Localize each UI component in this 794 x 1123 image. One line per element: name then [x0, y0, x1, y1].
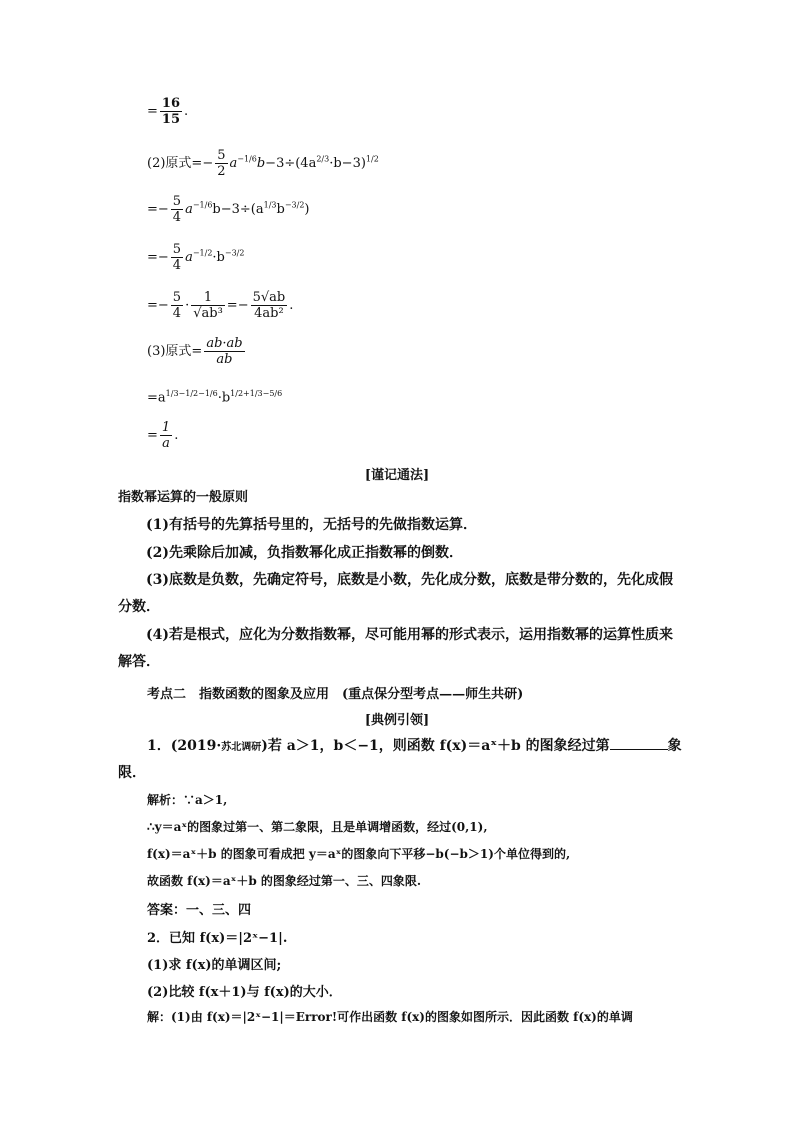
solution-1-line-2: ∴y＝aˣ的图象过第一、第二象限，且是单调增函数，经过(0,1),	[147, 820, 488, 834]
question-2: 2．已知 f(x)＝|2ˣ−1|.	[147, 931, 288, 946]
question-1: 1．(2019·苏北调研)若 a＞1，b＜−1，则函数 f(x)＝aˣ＋b 的图象经过第 象	[147, 738, 682, 754]
rule-4: (4)若是根式，应化为分数指数幂，尽可能用幂的形式表示，运用指数幂的运算性质来解答．	[118, 627, 673, 670]
section-title: [谨记通法]	[364, 468, 430, 483]
answer-blank	[610, 737, 668, 750]
answer-1: 答案：一、三、四	[147, 903, 252, 918]
math-line-7: $=a^{1/3-1/2-1/6}\cdot b^{1/2+1/3-5/6}$	[147, 389, 283, 406]
solution-1-line-4: 故函数 f(x)＝aˣ＋b 的图象经过第一、三、四象限.	[147, 874, 422, 888]
rule-3: (3)底数是负数，先确定符号，底数是小数，先化成分数，底数是带分数的，先化成假分数．	[118, 572, 673, 615]
kaodian-heading: 考点二 指数函数的图象及应用 (重点保分型考点——师生共研)	[147, 687, 524, 702]
rule-1: (1)有括号的先算括号里的，无括号的先做指数运算．	[146, 517, 477, 533]
math-line-8: = $\frac{1}{a}$ .	[147, 420, 179, 451]
math-line-1: = $\frac{16}{15}$ .	[147, 96, 189, 127]
question-1-cont: 限．	[118, 765, 146, 781]
solution-1-line-1: 解析：∵a＞1,	[147, 793, 228, 807]
question-2-part-2: (2)比较 f(x＋1)与 f(x)的大小．	[147, 985, 342, 1000]
rules-heading: 指数幂运算的一般原则	[118, 490, 249, 505]
math-line-6: (3)原式= $\frac{ab\cdot ab}{ab}$	[147, 336, 243, 367]
solution-2-line-1: 解：(1)由 f(x)＝|2ˣ−1|＝Error!可作出函数 f(x)的图象如图所示．因此函数 f(x)的单调	[147, 1010, 633, 1024]
fraction: $\frac{16}{15}$	[161, 96, 180, 127]
math-line-3: =− $\frac{5}{4}$ $a^{-1/6}b-3\div(a^{1/3}b^{-3/2})$	[147, 194, 310, 225]
question-2-part-1: (1)求 f(x)的单调区间;	[147, 958, 282, 973]
rule-2: (2)先乘除后加减，负指数幂化成正指数幂的倒数．	[146, 545, 463, 561]
example-title: [典例引领]	[364, 713, 430, 728]
math-line-2: (2)原式=− $\frac{5}{2}$ $a^{-1/6}b-3\div(4a^{2/3}\cdot b-3)^{1/2}$	[147, 148, 379, 179]
source-label: 苏北调研	[221, 742, 262, 753]
solution-1-line-3: f(x)＝aˣ＋b 的图象可看成把 y＝aˣ的图象向下平移−b(−b＞1)个单位得到的,	[147, 847, 571, 861]
math-line-5: =− $\frac{5}{4}$ · $\frac{1}{\text{√ab³}}$ =− $\frac{5√ab}{\text{4ab²}}$ .	[147, 290, 294, 321]
math-line-4: =− $\frac{5}{4}$ $a^{-1/2}\cdot b^{-3/2}$	[147, 242, 245, 273]
